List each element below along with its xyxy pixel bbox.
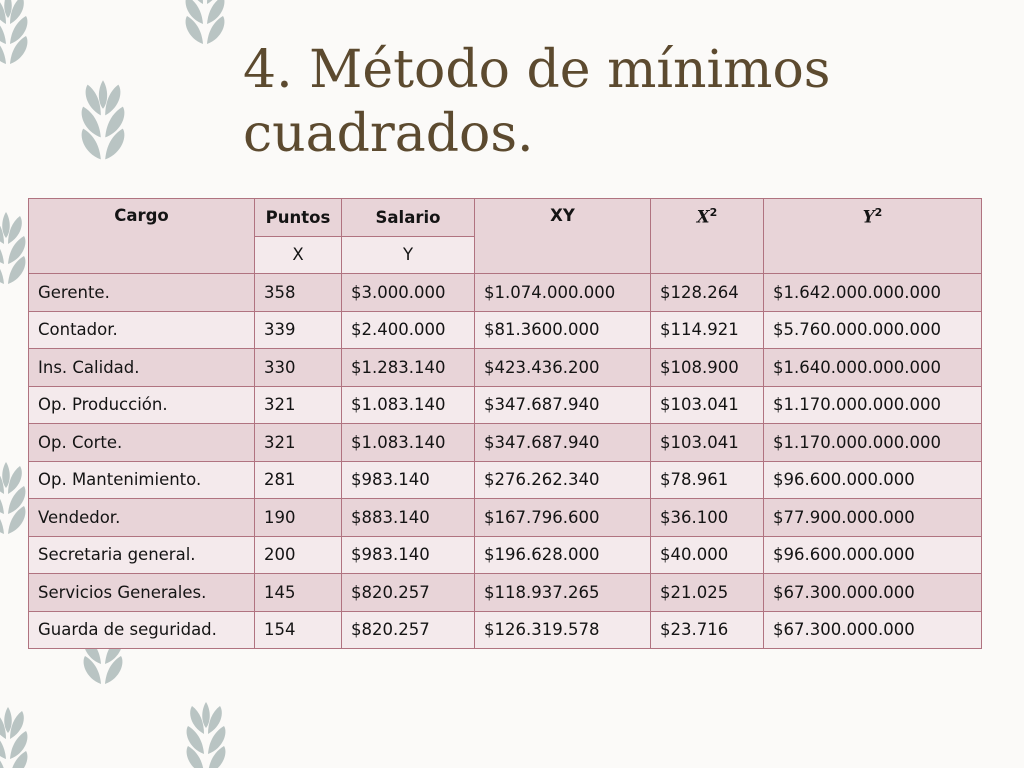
- cell-puntos-x: 321: [255, 424, 342, 462]
- cell-cargo: Ins. Calidad.: [29, 349, 255, 387]
- cell-x-squared: $108.900: [651, 349, 764, 387]
- cell-x-squared: $36.100: [651, 499, 764, 537]
- cell-puntos-x: 154: [255, 611, 342, 649]
- cell-y-squared: $96.600.000.000: [764, 461, 982, 499]
- cell-salario-y: $2.400.000: [342, 311, 475, 349]
- cell-y-squared: $1.642.000.000.000: [764, 274, 982, 312]
- cell-xy: $423.436.200: [475, 349, 651, 387]
- cell-y-squared: $67.300.000.000: [764, 611, 982, 649]
- table-body: [29, 274, 982, 649]
- leaf-sprig-icon: [186, 0, 225, 44]
- cell-cargo: Contador.: [29, 311, 255, 349]
- cell-xy: $196.628.000: [475, 536, 651, 574]
- cell-salario-y: $983.140: [342, 536, 475, 574]
- cell-y-squared: $67.300.000.000: [764, 574, 982, 612]
- header-salario: Salario: [342, 199, 475, 237]
- table-row: [29, 274, 982, 312]
- header-row: [29, 199, 982, 237]
- slide-title-line-2: cuadrados.: [243, 104, 534, 164]
- leaf-sprig-icon: [0, 212, 25, 284]
- y-squared-exp: 2: [874, 206, 883, 219]
- header-y-squared: [764, 199, 982, 274]
- cell-puntos-x: 339: [255, 311, 342, 349]
- cell-xy: $167.796.600: [475, 499, 651, 537]
- cell-y-squared: $96.600.000.000: [764, 536, 982, 574]
- cell-x-squared: $78.961: [651, 461, 764, 499]
- cell-x-squared: $40.000: [651, 536, 764, 574]
- cell-cargo: Gerente.: [29, 274, 255, 312]
- cell-cargo: Op. Corte.: [29, 424, 255, 462]
- cell-cargo: Guarda de seguridad.: [29, 611, 255, 649]
- cell-puntos-x: 358: [255, 274, 342, 312]
- table-row: [29, 499, 982, 537]
- header-xy: XY: [475, 199, 651, 274]
- cell-x-squared: $103.041: [651, 386, 764, 424]
- header-puntos: Puntos: [255, 199, 342, 237]
- cell-cargo: Op. Mantenimiento.: [29, 461, 255, 499]
- cell-y-squared: $1.170.000.000.000: [764, 386, 982, 424]
- cell-xy: $276.262.340: [475, 461, 651, 499]
- cell-x-squared: $128.264: [651, 274, 764, 312]
- cell-puntos-x: 145: [255, 574, 342, 612]
- x-squared-var: X: [696, 207, 710, 227]
- leaf-sprig-icon: [0, 0, 27, 64]
- cell-x-squared: $23.716: [651, 611, 764, 649]
- header-x-squared: [651, 199, 764, 274]
- header-cargo: Cargo: [29, 199, 255, 274]
- cell-salario-y: $3.000.000: [342, 274, 475, 312]
- cell-x-squared: $103.041: [651, 424, 764, 462]
- leaf-sprig-icon: [82, 80, 125, 159]
- cell-salario-y: $820.257: [342, 611, 475, 649]
- cell-salario-y: $1.283.140: [342, 349, 475, 387]
- cell-y-squared: $1.640.000.000.000: [764, 349, 982, 387]
- cell-salario-y: $983.140: [342, 461, 475, 499]
- leaf-sprig-icon: [0, 707, 27, 768]
- cell-xy: $1.074.000.000: [475, 274, 651, 312]
- slide-title: [243, 38, 943, 166]
- cell-puntos-x: 281: [255, 461, 342, 499]
- cell-x-squared: $114.921: [651, 311, 764, 349]
- cell-cargo: Secretaria general.: [29, 536, 255, 574]
- cell-xy: $347.687.940: [475, 386, 651, 424]
- cell-y-squared: $77.900.000.000: [764, 499, 982, 537]
- subheader-y: Y: [342, 236, 475, 274]
- cell-salario-y: $1.083.140: [342, 424, 475, 462]
- cell-xy: $126.319.578: [475, 611, 651, 649]
- cell-xy: $118.937.265: [475, 574, 651, 612]
- leaf-sprig-icon: [0, 462, 25, 534]
- y-squared-var: Y: [862, 207, 875, 227]
- cell-puntos-x: 200: [255, 536, 342, 574]
- cell-cargo: Op. Producción.: [29, 386, 255, 424]
- cell-puntos-x: 321: [255, 386, 342, 424]
- cell-y-squared: $1.170.000.000.000: [764, 424, 982, 462]
- table-row: [29, 611, 982, 649]
- cell-xy: $81.3600.000: [475, 311, 651, 349]
- table-row: [29, 461, 982, 499]
- x-squared-exp: 2: [709, 206, 718, 219]
- cell-salario-y: $883.140: [342, 499, 475, 537]
- cell-x-squared: $21.025: [651, 574, 764, 612]
- least-squares-table: [28, 198, 982, 649]
- cell-puntos-x: 330: [255, 349, 342, 387]
- table-row: [29, 349, 982, 387]
- table-row: [29, 386, 982, 424]
- cell-cargo: Vendedor.: [29, 499, 255, 537]
- subheader-x: X: [255, 236, 342, 274]
- leaf-sprig-icon: [187, 702, 226, 768]
- table-row: [29, 574, 982, 612]
- cell-salario-y: $820.257: [342, 574, 475, 612]
- slide-title-line-1: 4. Método de mínimos: [243, 40, 831, 100]
- table-row: [29, 536, 982, 574]
- table-row: [29, 424, 982, 462]
- cell-puntos-x: 190: [255, 499, 342, 537]
- cell-xy: $347.687.940: [475, 424, 651, 462]
- cell-salario-y: $1.083.140: [342, 386, 475, 424]
- cell-y-squared: $5.760.000.000.000: [764, 311, 982, 349]
- cell-cargo: Servicios Generales.: [29, 574, 255, 612]
- table-row: [29, 311, 982, 349]
